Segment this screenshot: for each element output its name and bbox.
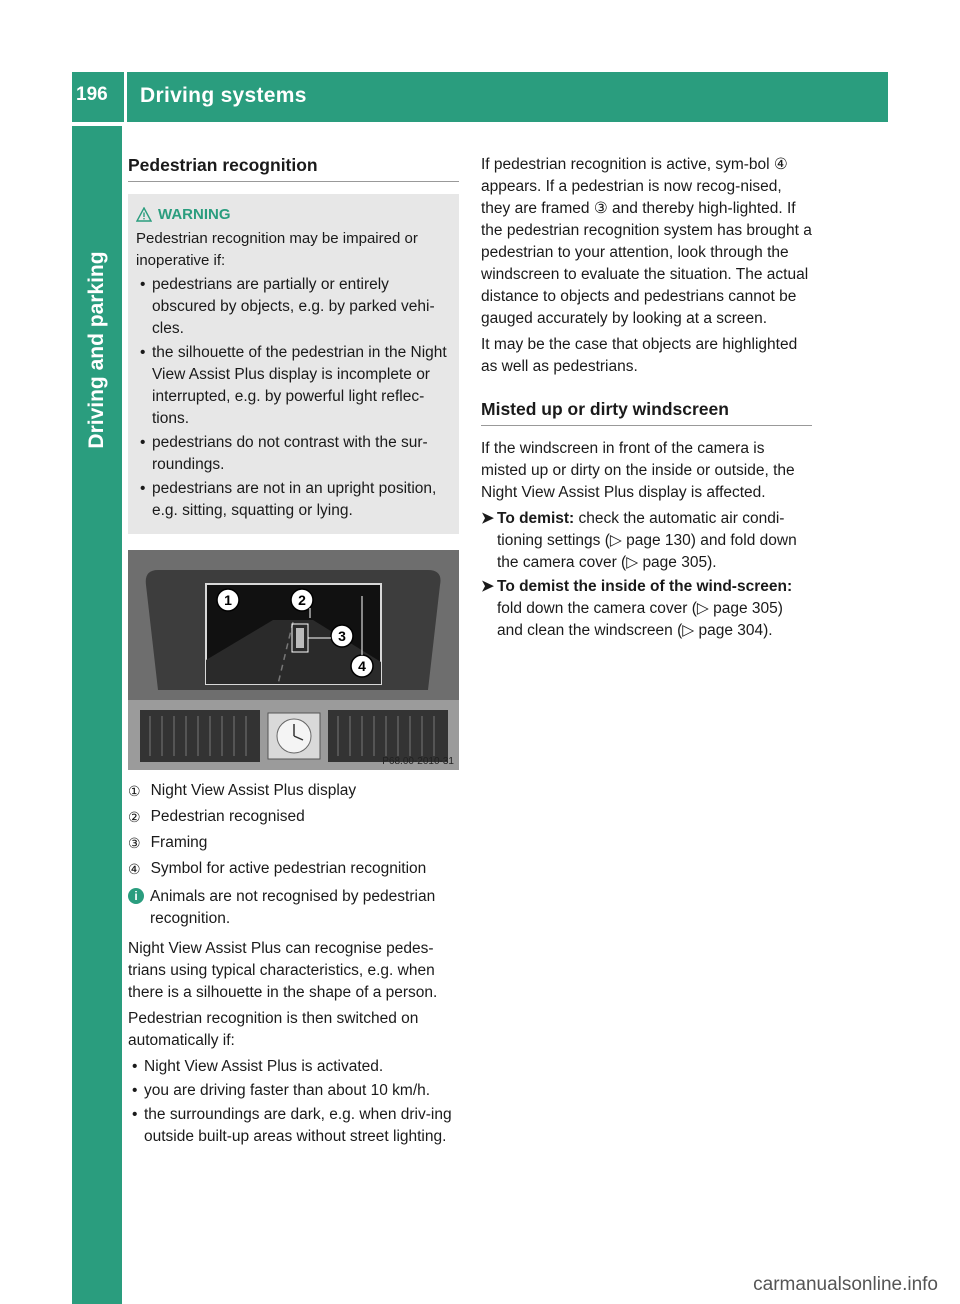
info-note	[128, 886, 459, 930]
warning-header	[136, 204, 451, 226]
legend-number: ④	[128, 861, 141, 877]
night-view-figure	[128, 550, 459, 770]
arrow-icon: ➤	[481, 510, 494, 527]
legend-number: ②	[128, 809, 141, 825]
paragraph: It may be the case that objects are highlighted as well as pedestrians.	[481, 336, 798, 375]
list-item: • pedestrians are partially or entirely obscured by objects, e.g. by parked vehi-cles.	[136, 274, 451, 340]
legend-number: ①	[128, 783, 141, 799]
side-tab-label: Driving and parking	[85, 251, 108, 449]
info-text: Animals are not recognised by pedestrian recognition.	[150, 888, 436, 927]
step-label: To demist the inside of the wind-screen:	[497, 578, 793, 595]
list-item: • you are driving faster than about 10 km/h.	[128, 1080, 459, 1102]
callout-4: 4	[358, 658, 366, 674]
conditions-list	[128, 1056, 459, 1148]
legend-item	[128, 780, 459, 802]
step-text: fold down the camera cover (▷ page 305) and clean the windscreen (▷ page 304).	[497, 600, 783, 639]
legend-text: Night View Assist Plus display	[150, 782, 357, 799]
callout-2: 2	[298, 592, 306, 608]
callout-3: 3	[338, 628, 346, 644]
step-item	[481, 576, 812, 642]
legend-text: Framing	[150, 834, 208, 851]
warning-box	[128, 194, 459, 534]
info-icon: i	[128, 888, 144, 904]
list-item: • pedestrians do not contrast with the sur-roundings.	[136, 432, 451, 476]
paragraph: If the windscreen in front of the camera is misted up or dirty on the inside or outside, the Night View Assist Plus display is affected.	[481, 440, 795, 501]
legend-item	[128, 858, 459, 880]
pedestrian-recognition-heading: Pedestrian recognition	[128, 154, 459, 182]
warning-triangle-icon	[136, 207, 152, 223]
list-item: • the silhouette of the pedestrian in the Night View Assist Plus display is incomplete or interrupted, e.g. by powerful light reflec-tions.	[136, 342, 451, 430]
paragraph: Night View Assist Plus can recognise pedes-trians using typical characteristics, e.g. when there is a silhouette in the shape of a person.	[128, 940, 438, 1001]
watermark: carmanualsonline.info	[753, 1274, 938, 1295]
page-number: 196	[76, 84, 108, 105]
figure-code: P68.00-2010-31	[382, 756, 454, 767]
legend-item	[128, 806, 459, 828]
paragraph: Pedestrian recognition is then switched on automatically if:	[128, 1010, 419, 1049]
section-title: Driving systems	[140, 84, 307, 107]
list-item: • pedestrians are not in an upright position, e.g. sitting, squatting or lying.	[136, 478, 451, 522]
arrow-icon: ➤	[481, 578, 494, 595]
warning-intro: Pedestrian recognition may be impaired or inoperative if:	[136, 230, 418, 269]
right-column	[481, 154, 812, 644]
list-item: • Night View Assist Plus is activated.	[128, 1056, 459, 1078]
steps-list	[481, 508, 812, 642]
paragraph: If pedestrian recognition is active, sym-bol ④ appears. If a pedestrian is now recog-nised, they are framed ③ and thereby high-lighted. If the pedestrian recognition system has brought a pedestrian to your attention, look through the windscreen to evaluate the situation. The actual distance to objects and pedestrians cannot be gauged accurately by looking at a screen.	[481, 156, 812, 327]
left-column	[128, 154, 459, 1150]
callout-1: 1	[224, 592, 232, 608]
legend-item	[128, 832, 459, 854]
step-item	[481, 508, 812, 574]
list-item: • the surroundings are dark, e.g. when driv-ing outside built-up areas without street lighting.	[128, 1104, 459, 1148]
figure-legend	[128, 780, 459, 880]
step-text: check the automatic air condi-tioning settings (▷ page 130) and fold down the camera cover (▷ page 305).	[497, 510, 797, 571]
dashboard-illustration	[128, 550, 459, 770]
warning-list	[136, 274, 451, 522]
legend-text: Pedestrian recognised	[150, 808, 305, 825]
legend-number: ③	[128, 835, 141, 851]
legend-text: Symbol for active pedestrian recognition	[150, 860, 427, 877]
warning-title: WARNING	[158, 206, 231, 223]
misted-windscreen-heading: Misted up or dirty windscreen	[481, 398, 812, 426]
header-divider	[124, 72, 127, 122]
step-label: To demist:	[497, 510, 575, 527]
